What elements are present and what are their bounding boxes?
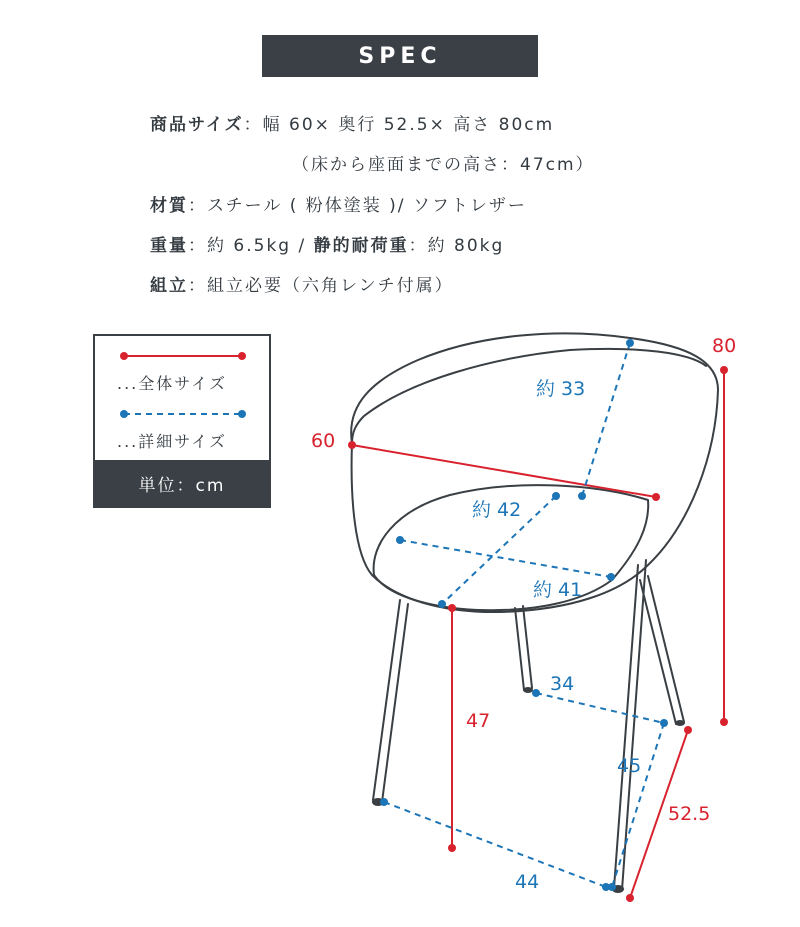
spec-load-sep: ： bbox=[408, 236, 428, 256]
label-leg-side: 34 bbox=[550, 673, 575, 695]
spec-load-label: 静的耐荷重 bbox=[313, 236, 409, 256]
spec-material-text: スチール ( 粉体塗装 )/ ソフトレザー bbox=[207, 196, 527, 216]
spec-assembly-label: 組立 bbox=[150, 276, 188, 296]
dim-back-depth-line bbox=[582, 343, 630, 496]
spec-assembly-sep: ： bbox=[188, 276, 207, 296]
spec-size-sep: ： bbox=[243, 115, 263, 135]
chair-leg-front-left bbox=[373, 600, 408, 802]
label-depth: 52.5 bbox=[668, 803, 711, 825]
dim-leg-side-line bbox=[536, 693, 664, 723]
chair-shell-outer bbox=[351, 333, 718, 612]
chair-leg-front-right bbox=[614, 560, 646, 890]
spec-material-label: 材質 bbox=[150, 196, 188, 216]
chair-foot-back-left bbox=[523, 687, 533, 693]
label-seat-depth: 約 42 bbox=[472, 499, 522, 521]
legend-detail-label: ...詳細サイズ bbox=[117, 432, 227, 451]
label-leg-front: 44 bbox=[515, 871, 540, 893]
legend-overall-label: ...全体サイズ bbox=[117, 374, 227, 393]
spec-seat-height-text: （床から座面までの高さ：47cm） bbox=[292, 155, 595, 175]
label-leg-depth: 45 bbox=[617, 755, 642, 777]
spec-weight-sep: ： bbox=[188, 236, 207, 256]
dim-seat-width-line bbox=[400, 540, 611, 577]
spec-size-text: 幅 60× 奥行 52.5× 高さ 80cm bbox=[262, 115, 555, 135]
chair-leg-back-left bbox=[515, 606, 532, 690]
legend-unit-label: 単位：cm bbox=[138, 475, 226, 496]
label-seat-height: 47 bbox=[466, 710, 491, 732]
spec-load-text: 約 80kg bbox=[427, 236, 505, 256]
spec-weight-label: 重量 bbox=[150, 236, 188, 256]
spec-size-label: 商品サイズ bbox=[150, 115, 244, 135]
spec-assembly-text: 組立必要（六角レンチ付属） bbox=[207, 276, 454, 296]
spec-material-sep: ： bbox=[188, 196, 207, 216]
chair-shell-rim bbox=[352, 349, 706, 443]
label-width: 60 bbox=[311, 430, 336, 452]
chair-foot-back-right bbox=[675, 720, 685, 726]
chair-outline bbox=[351, 333, 718, 890]
label-back-depth: 約 33 bbox=[536, 378, 586, 400]
label-height: 80 bbox=[712, 335, 737, 357]
dim-width-line bbox=[352, 445, 656, 497]
label-seat-width: 約 41 bbox=[533, 579, 583, 601]
spec-title: SPEC bbox=[358, 43, 442, 69]
dim-leg-front-line bbox=[384, 802, 606, 887]
chair-leg-back-right bbox=[640, 576, 684, 724]
spec-weight-text: 約 6.5kg / bbox=[207, 236, 314, 256]
